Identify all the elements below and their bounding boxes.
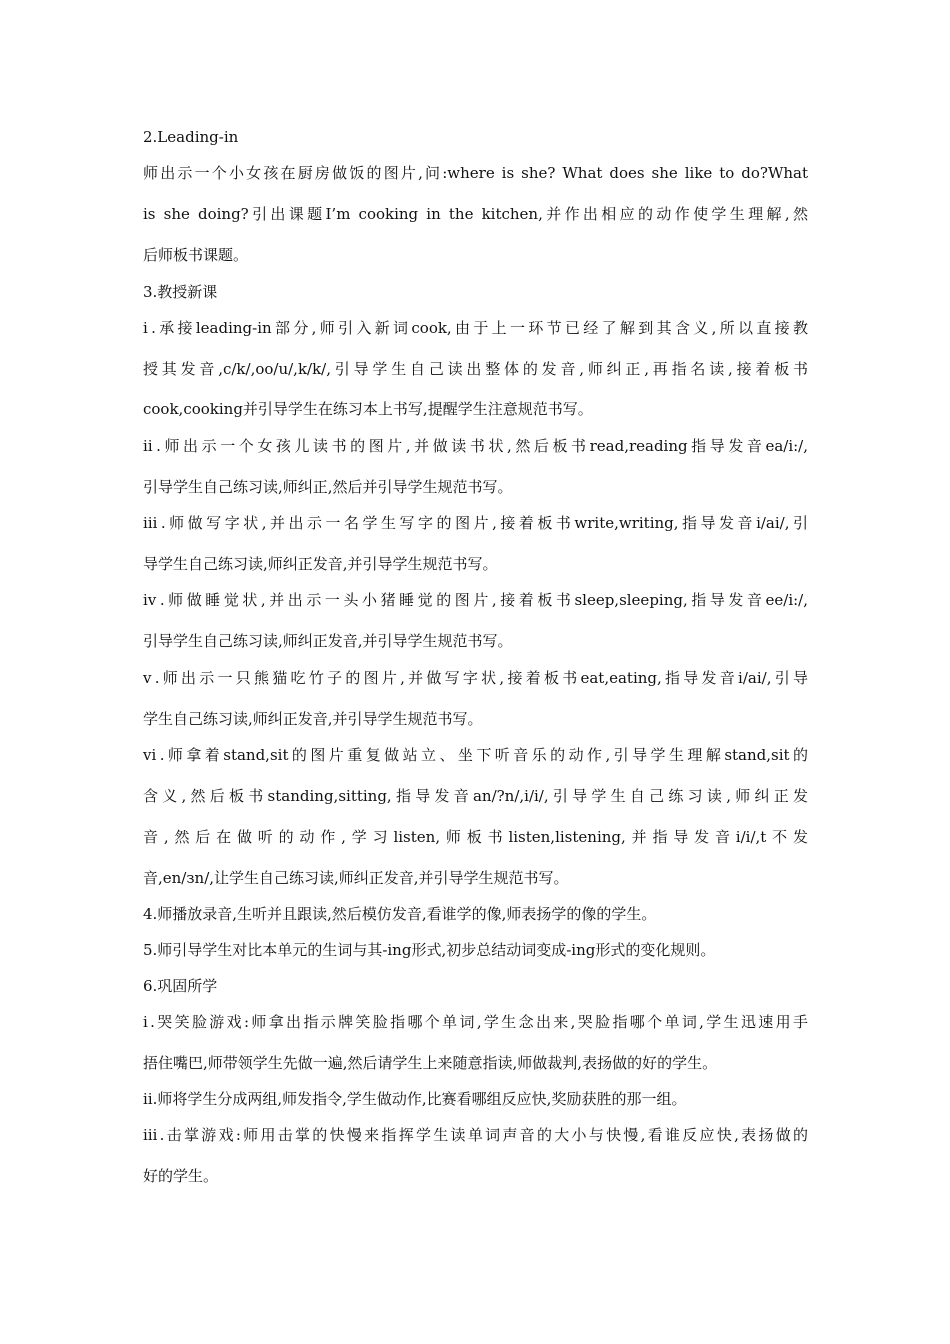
paragraph-line: is she doing?引出课题I’m cooking in the kitchen,并作出相应的动作使学生理解,然 [143, 205, 808, 223]
paragraph-line: ⅱ.师将学生分成两组,师发指令,学生做动作,比赛看哪组反应快,奖励获胜的那一组。 [143, 1090, 687, 1108]
paragraph-line: ⅱ.师出示一个女孩儿读书的图片,并做读书状,然后板书read,reading指导发音ea/i:/, [143, 437, 808, 455]
paragraph-line: 5.师引导学生对比本单元的生词与其-ing形式,初步总结动词变成-ing形式的变化规则。 [143, 941, 716, 959]
paragraph-line: ⅴ.师出示一只熊猫吃竹子的图片,并做写字状,接着板书eat,eating,指导发音i/ai/,引导 [143, 669, 808, 687]
paragraph-line: 授其发音,c/k/,oo/u/,k/k/,引导学生自己读出整体的发音,师纠正,再指名读,接着板书 [143, 360, 808, 378]
paragraph-line: 音,然后在做听的动作,学习listen,师板书listen,listening,并指导发音i/i/,t不发 [143, 828, 808, 846]
paragraph-line: ⅵ.师拿着stand,sit的图片重复做站立、坐下听音乐的动作,引导学生理解stand,sit的 [143, 746, 808, 764]
paragraph-line: 捂住嘴巴,师带领学生先做一遍,然后请学生上来随意指读,师做裁判,表扬做的好的学生。 [143, 1054, 718, 1072]
paragraph-line: 后师板书课题。 [143, 246, 249, 264]
paragraph-line: ⅳ.师做睡觉状,并出示一头小猪睡觉的图片,接着板书sleep,sleeping,指导发音ee/i:/, [143, 591, 808, 609]
paragraph-line: 引导学生自己练习读,师纠正,然后并引导学生规范书写。 [143, 478, 513, 496]
section-heading-leading-in: 2.Leading-in [143, 128, 239, 146]
section-heading-new-lesson: 3.教授新课 [143, 283, 218, 301]
paragraph-line: 导学生自己练习读,师纠正发音,并引导学生规范书写。 [143, 555, 498, 573]
paragraph-line: 含义,然后板书standing,sitting,指导发音an/?n/,i/i/,引导学生自己练习读,师纠正发 [143, 787, 808, 805]
paragraph-line: 好的学生。 [143, 1167, 219, 1185]
paragraph-line: ⅰ.承接leading-in部分,师引入新词cook,由于上一环节已经了解到其含义,所以直接教 [143, 319, 808, 337]
paragraph-line: 师出示一个小女孩在厨房做饭的图片,问:where is she? What does she like to do?What [143, 164, 808, 182]
paragraph-line: 学生自己练习读,师纠正发音,并引导学生规范书写。 [143, 710, 483, 728]
section-heading-consolidation: 6.巩固所学 [143, 977, 218, 995]
paragraph-line: ⅲ.击掌游戏:师用击掌的快慢来指挥学生读单词声音的大小与快慢,看谁反应快,表扬做的 [143, 1126, 808, 1144]
paragraph-line: ⅲ.师做写字状,并出示一名学生写字的图片,接着板书write,writing,指导发音i/ai/,引 [143, 514, 808, 532]
paragraph-line: 音,en/зn/,让学生自己练习读,师纠正发音,并引导学生规范书写。 [143, 869, 569, 887]
paragraph-line: 引导学生自己练习读,师纠正发音,并引导学生规范书写。 [143, 632, 513, 650]
paragraph-line: 4.师播放录音,生听并且跟读,然后模仿发音,看谁学的像,师表扬学的像的学生。 [143, 905, 657, 923]
paragraph-line: cook,cooking并引导学生在练习本上书写,提醒学生注意规范书写。 [143, 400, 593, 418]
paragraph-line: ⅰ.哭笑脸游戏:师拿出指示牌笑脸指哪个单词,学生念出来,哭脸指哪个单词,学生迅速用手 [143, 1013, 808, 1031]
